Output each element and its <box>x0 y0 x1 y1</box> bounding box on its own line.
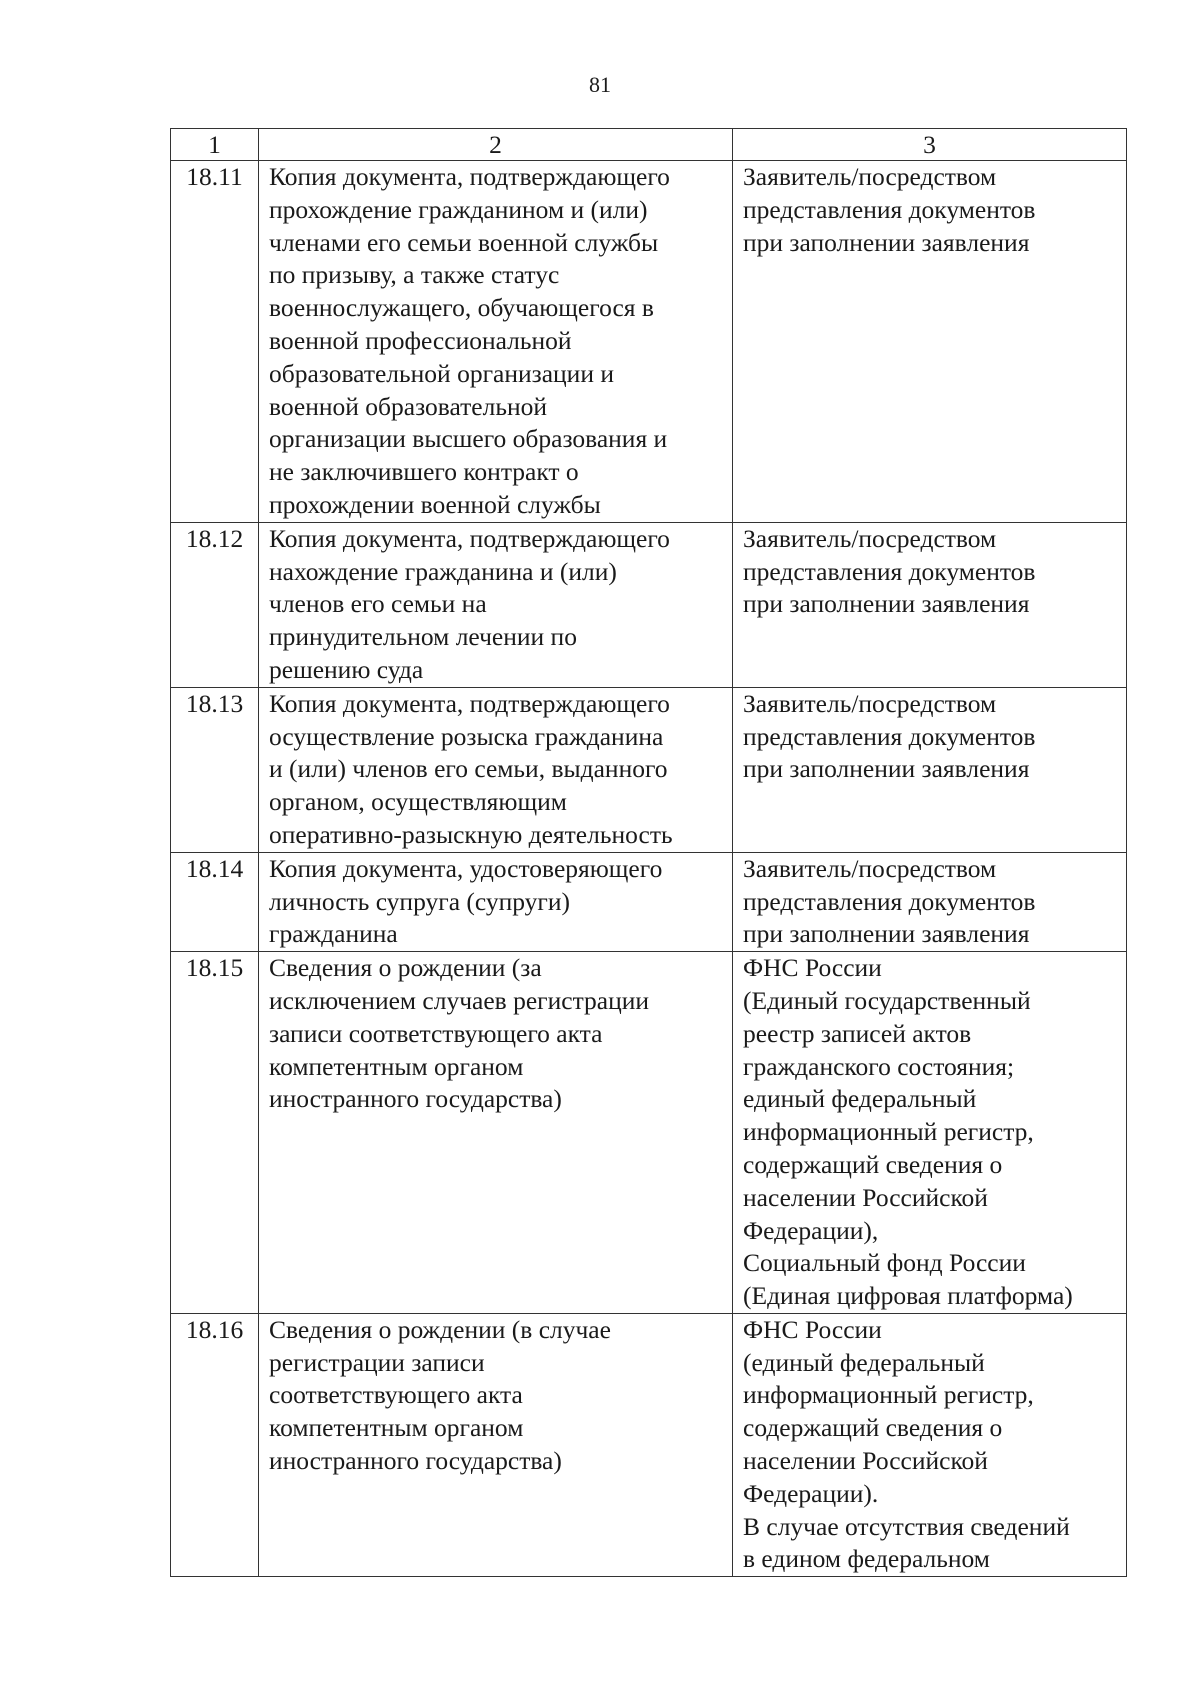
row-number: 18.16 <box>171 1313 259 1576</box>
source-cell: Заявитель/посредством представления документов при заполнении заявления <box>733 522 1127 687</box>
row-number: 18.15 <box>171 952 259 1314</box>
table-row <box>171 1313 1127 1576</box>
table-row <box>171 852 1127 951</box>
document-cell: Сведения о рождении (за исключением случаев регистрации записи соответствующего акта компетентным органом иностранного государства) <box>259 952 733 1314</box>
document-cell: Копия документа, подтверждающего нахождение гражданина и (или) членов его семьи на принудительном лечении по решению суда <box>259 522 733 687</box>
column-header-source: 3 <box>733 129 1127 161</box>
source-cell: ФНС России (Единый государственный реестр записей актов гражданского состояния; единый федеральный информационный регистр, содержащий сведения о населении Российской Федерации), Социальный фонд России (Единая цифровая платформа) <box>733 952 1127 1314</box>
column-header-document: 2 <box>259 129 733 161</box>
table-row <box>171 687 1127 852</box>
source-cell: ФНС России (единый федеральный информационный регистр, содержащий сведения о населении Российской Федерации). В случае отсутствия сведений в едином федеральном <box>733 1313 1127 1576</box>
table-header-row <box>171 129 1127 161</box>
document-cell: Копия документа, подтверждающего прохождение гражданином и (или) членами его семьи военной службы по призыву, а также статус военнослужащего, обучающегося в военной профессиональной образовательной организации и военной образовательной организации высшего образования и не заключившего контракт о прохождении военной службы <box>259 161 733 523</box>
row-number: 18.12 <box>171 522 259 687</box>
column-header-number: 1 <box>171 129 259 161</box>
row-number: 18.14 <box>171 852 259 951</box>
documents-table <box>170 128 1127 1577</box>
table-row <box>171 161 1127 523</box>
document-cell: Копия документа, удостоверяющего личность супруга (супруги) гражданина <box>259 852 733 951</box>
page-number: 81 <box>589 72 611 97</box>
source-cell: Заявитель/посредством представления документов при заполнении заявления <box>733 161 1127 523</box>
source-cell: Заявитель/посредством представления документов при заполнении заявления <box>733 687 1127 852</box>
row-number: 18.11 <box>171 161 259 523</box>
row-number: 18.13 <box>171 687 259 852</box>
document-cell: Копия документа, подтверждающего осуществление розыска гражданина и (или) членов его семьи, выданного органом, осуществляющим оперативно-разыскную деятельность <box>259 687 733 852</box>
source-cell: Заявитель/посредством представления документов при заполнении заявления <box>733 852 1127 951</box>
table-row <box>171 522 1127 687</box>
table-row <box>171 952 1127 1314</box>
document-cell: Сведения о рождении (в случае регистрации записи соответствующего акта компетентным органом иностранного государства) <box>259 1313 733 1576</box>
